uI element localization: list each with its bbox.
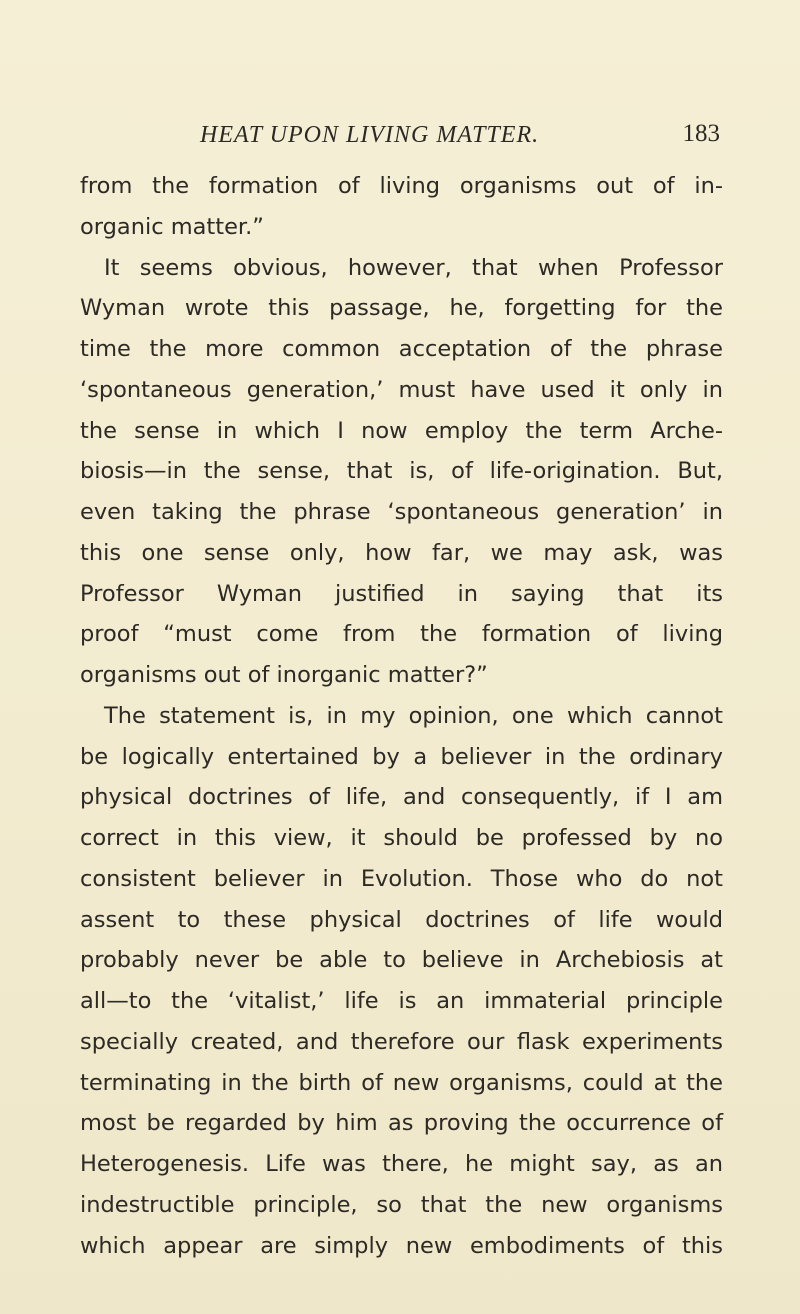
text-line: probably never be able to believe in Archebiosis at [80,947,723,974]
page-number: 183 [682,120,720,147]
text-line: even taking the phrase ‘spontaneous generation’ in [80,499,723,525]
text-line: Professor Wyman justified in saying that its [80,580,723,607]
text-line: from the formation of living organisms out of in- [80,173,723,199]
running-title: HEAT UPON LIVING MATTER. [200,122,540,148]
text-line: ‘spontaneous generation,’ must have used it only in [80,376,723,403]
text-line: consistent believer in Evolution. Those who do not [80,865,723,892]
text-line: which appear are simply new embodiments of this [80,1232,723,1259]
text-line: this one sense only, how far, we may ask, was [80,539,723,566]
text-line: time the more common acceptation of the phrase [80,336,723,362]
text-line: most be regarded by him as proving the occurrence of [80,1110,723,1137]
text-line: organisms out of inorganic matter?” [80,662,488,688]
page-header [80,120,720,160]
text-line: biosis—in the sense, that is, of life-origination. But, [80,458,723,485]
text-line: specially created, and therefore our flask experiments [80,1028,723,1055]
text-line: assent to these physical doctrines of life would [80,906,723,933]
text-line: organic matter.” [80,213,264,240]
text-line: The statement is, in my opinion, one which cannot [104,702,723,729]
text-line: indestructible principle, so that the new organisms [80,1191,723,1218]
text-line: the sense in which I now employ the term Arche- [80,417,723,444]
text-line: terminating in the birth of new organisms, could at the [80,1069,723,1096]
text-line: be logically entertained by a believer in the ordinary [80,743,723,770]
text-line: all—to the ‘vitalist,’ life is an immaterial principle [80,988,723,1014]
body-text [80,166,723,1266]
text-line: correct in this view, it should be professed by no [80,825,723,851]
text-line: Heterogenesis. Life was there, he might say, as an [80,1151,723,1177]
text-line: physical doctrines of life, and consequently, if I am [80,784,723,811]
text-line: It seems obvious, however, that when Professor [104,254,723,281]
text-line: proof “must come from the formation of living [80,621,723,648]
text-line: Wyman wrote this passage, he, forgetting for the [80,295,723,322]
